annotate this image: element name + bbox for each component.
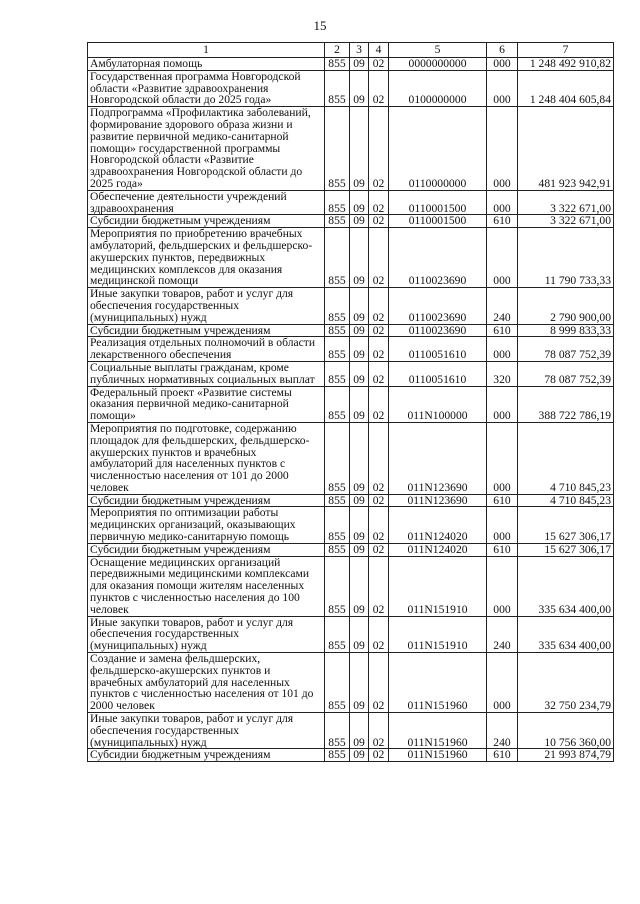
target-article-code: 0110051610	[389, 361, 487, 386]
subsection-code: 02	[369, 713, 389, 749]
expense-type-code: 610	[487, 215, 518, 228]
section-code: 09	[350, 616, 369, 652]
amount: 10 756 360,00	[518, 713, 614, 749]
column-header: 4	[369, 43, 389, 58]
table-row	[88, 386, 614, 422]
column-header: 7	[518, 43, 614, 58]
row-description: Государственная программа Новгородской области «Развитие здравоохранения Новгородской области до 2025 года»	[88, 70, 325, 106]
target-article-code: 011N124020	[389, 507, 487, 543]
target-article-code: 0110023690	[389, 228, 487, 288]
column-header: 3	[350, 43, 369, 58]
expense-type-code: 610	[487, 543, 518, 556]
ministry-code: 855	[325, 749, 350, 762]
subsection-code: 02	[369, 653, 389, 713]
section-code: 09	[350, 749, 369, 762]
ministry-code: 855	[325, 422, 350, 494]
ministry-code: 855	[325, 494, 350, 507]
expense-type-code: 610	[487, 749, 518, 762]
ministry-code: 855	[325, 58, 350, 71]
amount: 32 750 234,79	[518, 653, 614, 713]
table-row	[88, 107, 614, 191]
subsection-code: 02	[369, 616, 389, 652]
target-article-code: 011N151960	[389, 713, 487, 749]
row-description: Мероприятия по оптимизации работы медицинских организаций, оказывающих первичную медико-санитарную помощь	[88, 507, 325, 543]
row-description: Реализация отдельных полномочий в области лекарственного обеспечения	[88, 337, 325, 362]
subsection-code: 02	[369, 543, 389, 556]
ministry-code: 855	[325, 653, 350, 713]
ministry-code: 855	[325, 507, 350, 543]
section-code: 09	[350, 107, 369, 191]
amount: 388 722 786,19	[518, 386, 614, 422]
row-description: Субсидии бюджетным учреждениям	[88, 324, 325, 337]
ministry-code: 855	[325, 361, 350, 386]
subsection-code: 02	[369, 507, 389, 543]
amount: 335 634 400,00	[518, 616, 614, 652]
section-code: 09	[350, 215, 369, 228]
expense-type-code: 000	[487, 58, 518, 71]
expense-type-code: 000	[487, 556, 518, 616]
target-article-code: 0000000000	[389, 58, 487, 71]
subsection-code: 02	[369, 361, 389, 386]
ministry-code: 855	[325, 616, 350, 652]
expense-type-code: 000	[487, 507, 518, 543]
target-article-code: 0110001500	[389, 215, 487, 228]
expense-type-code: 240	[487, 288, 518, 324]
row-description: Создание и замена фельдшерских, фельдшерско-акушерских пунктов и врачебных амбулаторий для населенных пунктов с численностью населения от 101 до 2000 человек	[88, 653, 325, 713]
section-code: 09	[350, 494, 369, 507]
expense-type-code: 000	[487, 386, 518, 422]
section-code: 09	[350, 70, 369, 106]
ministry-code: 855	[325, 107, 350, 191]
table-row	[88, 190, 614, 215]
section-code: 09	[350, 386, 369, 422]
table-header-row	[88, 43, 614, 58]
subsection-code: 02	[369, 337, 389, 362]
expense-type-code: 000	[487, 228, 518, 288]
amount: 15 627 306,17	[518, 543, 614, 556]
subsection-code: 02	[369, 288, 389, 324]
row-description: Иные закупки товаров, работ и услуг для обеспечения государственных (муниципальных) нужд	[88, 288, 325, 324]
section-code: 09	[350, 228, 369, 288]
expense-type-code: 000	[487, 337, 518, 362]
amount: 15 627 306,17	[518, 507, 614, 543]
target-article-code: 0110000000	[389, 107, 487, 191]
expense-type-code: 000	[487, 70, 518, 106]
row-description: Амбулаторная помощь	[88, 58, 325, 71]
subsection-code: 02	[369, 70, 389, 106]
ministry-code: 855	[325, 337, 350, 362]
target-article-code: 0110051610	[389, 337, 487, 362]
ministry-code: 855	[325, 215, 350, 228]
target-article-code: 011N151910	[389, 556, 487, 616]
table-row	[88, 361, 614, 386]
table-row	[88, 288, 614, 324]
subsection-code: 02	[369, 228, 389, 288]
row-description: Социальные выплаты гражданам, кроме публичных нормативных социальных выплат	[88, 361, 325, 386]
ministry-code: 855	[325, 228, 350, 288]
column-header: 1	[88, 43, 325, 58]
target-article-code: 011N151960	[389, 653, 487, 713]
subsection-code: 02	[369, 422, 389, 494]
target-article-code: 0100000000	[389, 70, 487, 106]
ministry-code: 855	[325, 324, 350, 337]
expense-type-code: 000	[487, 107, 518, 191]
row-description: Субсидии бюджетным учреждениям	[88, 494, 325, 507]
ministry-code: 855	[325, 713, 350, 749]
ministry-code: 855	[325, 556, 350, 616]
amount: 481 923 942,91	[518, 107, 614, 191]
section-code: 09	[350, 58, 369, 71]
section-code: 09	[350, 422, 369, 494]
expense-type-code: 000	[487, 190, 518, 215]
amount: 21 993 874,79	[518, 749, 614, 762]
ministry-code: 855	[325, 543, 350, 556]
table-row	[88, 58, 614, 71]
row-description: Подпрограмма «Профилактика заболеваний, формирование здорового образа жизни и развитие первичной медико-санитарной помощи» государственной программы Новгородской области «Развитие здравоохранения Новгородской области до 2025 года»	[88, 107, 325, 191]
target-article-code: 0110023690	[389, 288, 487, 324]
table-row	[88, 228, 614, 288]
expense-type-code: 000	[487, 653, 518, 713]
row-description: Мероприятия по подготовке, содержанию площадок для фельдшерских, фельдшерско-акушерских пунктов и врачебных амбулаторий для населенных пунктов с численностью населения от 101 до 2000 человек	[88, 422, 325, 494]
subsection-code: 02	[369, 556, 389, 616]
expense-type-code: 610	[487, 494, 518, 507]
target-article-code: 011N123690	[389, 422, 487, 494]
section-code: 09	[350, 324, 369, 337]
amount: 8 999 833,33	[518, 324, 614, 337]
ministry-code: 855	[325, 288, 350, 324]
section-code: 09	[350, 543, 369, 556]
subsection-code: 02	[369, 494, 389, 507]
section-code: 09	[350, 653, 369, 713]
row-description: Оснащение медицинских организаций передвижными медицинскими комплексами для оказания помощи жителям населенных пунктов с численностью населения до 100 человек	[88, 556, 325, 616]
ministry-code: 855	[325, 190, 350, 215]
subsection-code: 02	[369, 190, 389, 215]
amount: 2 790 900,00	[518, 288, 614, 324]
subsection-code: 02	[369, 58, 389, 71]
subsection-code: 02	[369, 324, 389, 337]
row-description: Мероприятия по приобретению врачебных амбулаторий, фельдшерских и фельдшерско-акушерских пунктов, передвижных медицинских комплексов для оказания медицинской помощи	[88, 228, 325, 288]
expense-type-code: 000	[487, 422, 518, 494]
amount: 78 087 752,39	[518, 337, 614, 362]
ministry-code: 855	[325, 70, 350, 106]
budget-table	[87, 42, 614, 762]
table-row	[88, 337, 614, 362]
row-description: Субсидии бюджетным учреждениям	[88, 215, 325, 228]
expense-type-code: 240	[487, 616, 518, 652]
amount: 78 087 752,39	[518, 361, 614, 386]
row-description: Федеральный проект «Развитие системы оказания первичной медико-санитарной помощи»	[88, 386, 325, 422]
amount: 11 790 733,33	[518, 228, 614, 288]
section-code: 09	[350, 288, 369, 324]
target-article-code: 0110023690	[389, 324, 487, 337]
target-article-code: 011N123690	[389, 494, 487, 507]
row-description: Обеспечение деятельности учреждений здравоохранения	[88, 190, 325, 215]
table-row	[88, 507, 614, 543]
target-article-code: 011N100000	[389, 386, 487, 422]
table-row	[88, 494, 614, 507]
target-article-code: 0110001500	[389, 190, 487, 215]
row-description: Иные закупки товаров, работ и услуг для обеспечения государственных (муниципальных) нужд	[88, 713, 325, 749]
table-body	[88, 58, 614, 762]
amount: 3 322 671,00	[518, 215, 614, 228]
target-article-code: 011N151910	[389, 616, 487, 652]
row-description: Иные закупки товаров, работ и услуг для обеспечения государственных (муниципальных) нужд	[88, 616, 325, 652]
table-row	[88, 70, 614, 106]
column-header: 6	[487, 43, 518, 58]
subsection-code: 02	[369, 107, 389, 191]
row-description: Субсидии бюджетным учреждениям	[88, 543, 325, 556]
table-row	[88, 422, 614, 494]
column-header: 5	[389, 43, 487, 58]
section-code: 09	[350, 361, 369, 386]
amount: 1 248 404 605,84	[518, 70, 614, 106]
table-row	[88, 324, 614, 337]
subsection-code: 02	[369, 749, 389, 762]
subsection-code: 02	[369, 215, 389, 228]
row-description: Субсидии бюджетным учреждениям	[88, 749, 325, 762]
target-article-code: 011N124020	[389, 543, 487, 556]
table-row	[88, 653, 614, 713]
expense-type-code: 240	[487, 713, 518, 749]
table-row	[88, 616, 614, 652]
table-row	[88, 556, 614, 616]
expense-type-code: 320	[487, 361, 518, 386]
amount: 4 710 845,23	[518, 494, 614, 507]
amount: 1 248 492 910,82	[518, 58, 614, 71]
section-code: 09	[350, 507, 369, 543]
table-row	[88, 215, 614, 228]
section-code: 09	[350, 190, 369, 215]
amount: 3 322 671,00	[518, 190, 614, 215]
expense-type-code: 610	[487, 324, 518, 337]
target-article-code: 011N151960	[389, 749, 487, 762]
ministry-code: 855	[325, 386, 350, 422]
subsection-code: 02	[369, 386, 389, 422]
column-header: 2	[325, 43, 350, 58]
table-row	[88, 749, 614, 762]
section-code: 09	[350, 337, 369, 362]
amount: 4 710 845,23	[518, 422, 614, 494]
section-code: 09	[350, 556, 369, 616]
page-number: 15	[313, 18, 327, 33]
table-row	[88, 713, 614, 749]
amount: 335 634 400,00	[518, 556, 614, 616]
section-code: 09	[350, 713, 369, 749]
table-row	[88, 543, 614, 556]
